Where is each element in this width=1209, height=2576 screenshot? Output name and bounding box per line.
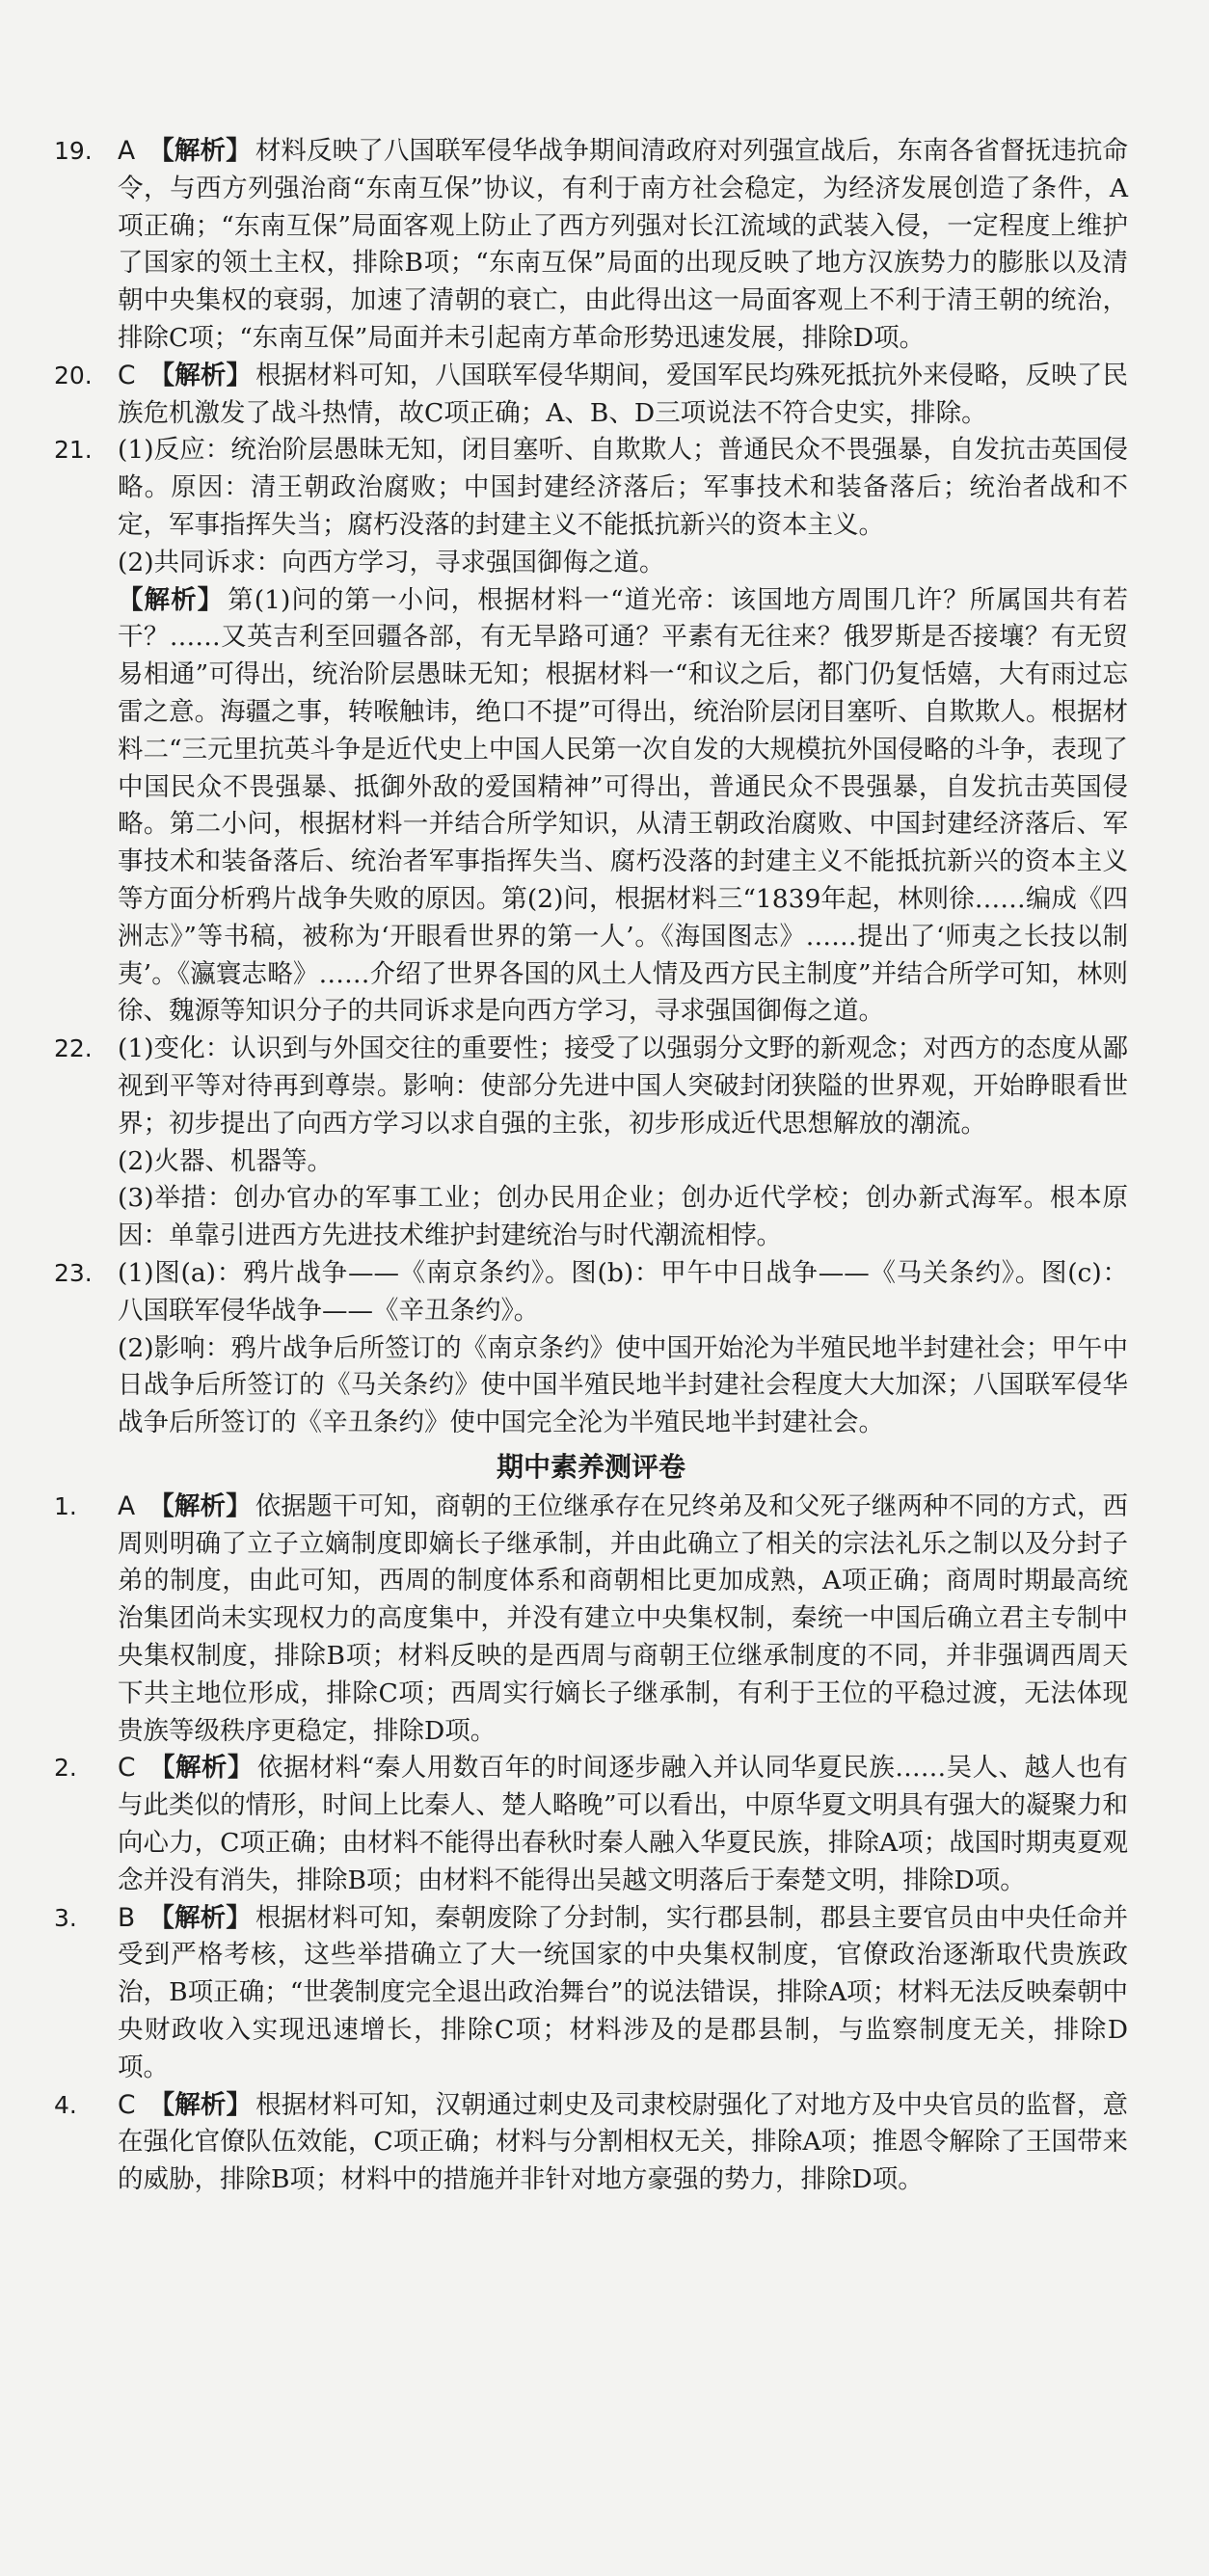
item-number: 4. xyxy=(54,2090,77,2119)
answer-item-23 xyxy=(54,1255,1128,1442)
analysis-tag: 【解析】 xyxy=(148,2089,253,2120)
answer-item-22 xyxy=(54,1031,1128,1255)
analysis-text: 依据材料“秦人用数百年的时间逐步融入并认同华夏民族……吴人、越人也有与此类似的情形，时间上比秦人、楚人略晚”可以看出，中原华夏文明具有强大的凝聚力和向心力，C项正确；由材料不能得出春秋时秦人融入华夏民族，排除A项；战国时期夷夏观念并没有消失，排除B项；由材料不能得出吴越文明落后于秦楚文明，排除D项。 xyxy=(118,1753,1128,1895)
analysis-text: 根据材料可知，八国联军侵华期间，爱国军民均殊死抵抗外来侵略，反映了民族危机激发了战斗热情，故C项正确；A、B、D三项说法不符合史实，排除。 xyxy=(118,360,1129,428)
answer-letter: A xyxy=(118,136,136,166)
answer-letter: A xyxy=(118,1490,136,1521)
answer-item-19 xyxy=(54,133,1128,358)
answer-part: (2)火器、机器等。 xyxy=(118,1145,334,1176)
analysis-text: 材料反映了八国联军侵华战争期间清政府对列强宣战后，东南各省督抚违抗命令，与西方列强治商“东南互保”协议，有利于南方社会稳定，为经济发展创造了条件，A项正确；“东南互保”局面客观上防止了西方列强对长江流域的武装入侵，一定程度上维护了国家的领土主权，排除B项；“东南互保”局面的出现反映了地方汉族势力的膨胀以及清朝中央集权的衰弱，加速了清朝的衰亡，由此得出这一局面客观上不利于清王朝的统治，排除C项；“东南互保”局面并未引起南方革命形势迅速发展，排除D项。 xyxy=(118,136,1129,353)
item-number: 23. xyxy=(54,1258,93,1287)
answer-letter: B xyxy=(118,1902,136,1933)
item-number: 21. xyxy=(54,436,93,465)
item-number: 20. xyxy=(54,361,93,389)
analysis-tag: 【解析】 xyxy=(148,360,253,390)
item-number: 22. xyxy=(54,1034,93,1063)
answer-item-4 xyxy=(54,2087,1128,2199)
item-paragraph xyxy=(118,1900,1128,2087)
answer-letter: C xyxy=(118,2089,136,2120)
answer-item-2 xyxy=(54,1750,1128,1899)
analysis-tag: 【解析】 xyxy=(118,584,225,615)
item-paragraph xyxy=(118,133,1128,358)
answer-part: (1)图(a)：鸦片战争——《南京条约》。图(b)：甲午中日战争——《马关条约》。图(c)：八国联军侵华战争——《辛丑条约》。 xyxy=(118,1257,1128,1326)
analysis-paragraph xyxy=(118,582,1128,1032)
item-paragraph xyxy=(118,358,1128,433)
answer-item-3 xyxy=(54,1900,1128,2087)
section-title: 期中素养测评卷 xyxy=(496,1450,685,1483)
answer-part: (1)变化：认识到与外国交往的重要性；接受了以强弱分文野的新观念；对西方的态度从鄙视到平等对待再到尊崇。影响：使部分先进中国人突破封闭狭隘的世界观，开始睁眼看世界；初步提出了向西方学习以求自强的主张，初步形成近代思想解放的潮流。 xyxy=(118,1033,1128,1139)
answer-part: (2)影响：鸦片战争后所签订的《南京条约》使中国开始沦为半殖民地半封建社会；甲午中日战争后所签订的《马关条约》使中国半殖民地半封建社会程度大大加深；八国联军侵华战争后所签订的《辛丑条约》使中国完全沦为半殖民地半封建社会。 xyxy=(118,1332,1128,1438)
answer-part: (1)反应：统治阶层愚昧无知，闭目塞听、自欺欺人；普通民众不畏强暴，自发抗击英国侵略。原因：清王朝政治腐败；中国封建经济落后；军事技术和装备落后；统治者战和不定，军事指挥失当；腐朽没落的封建主义不能抵抗新兴的资本主义。 xyxy=(118,435,1128,540)
analysis-text: 第(1)问的第一小问，根据材料一“道光帝：该国地方周围几许？所属国共有若干？……又英吉利至回疆各部，有无旱路可通？平素有无往来？俄罗斯是否接壤？有无贸易相通”可得出，统治阶层愚昧无知；根据材料一“和议之后，都门仍复恬嬉，大有雨过忘雷之意。海疆之事，转喉触讳，绝口不提”可得出，统治阶层闭目塞听、自欺欺人。根据材料二“三元里抗英斗争是近代史上中国人民第一次自发的大规模抗外国侵略的斗争，表现了中国民众不畏强暴、抵御外敌的爱国精神”可得出，普通民众不畏强暴，自发抗击英国侵略。第二小问，根据材料一并结合所学知识，从清王朝政治腐败、中国封建经济落后、军事技术和装备落后、统治者军事指挥失当、腐朽没落的封建主义不能抵抗新兴的资本主义等方面分析鸦片战争失败的原因。第(2)问，根据材料三“1839年起，林则徐……编成《四洲志》”等书稿，被称为‘开眼看世界的第一人’。《海国图志》……提出了‘师夷之长技以制夷’。《瀛寰志略》……介绍了世界各国的风土人情及西方民主制度”并结合所学可知，林则徐、魏源等知识分子的共同诉求是向西方学习，寻求强国御侮之道。 xyxy=(118,584,1129,1027)
analysis-text: 根据材料可知，秦朝废除了分封制，实行郡县制，郡县主要官员由中央任命并受到严格考核，这些举措确立了大一统国家的中央集权制度，官僚政治逐渐取代贵族政治，B项正确；“世袭制度完全退出政治舞台”的说法错误，排除A项；材料无法反映秦朝中央财政收入实现迅速增长，排除C项；材料涉及的是郡县制，与监察制度无关，排除D项。 xyxy=(118,1902,1129,2082)
item-number: 3. xyxy=(54,1903,77,1932)
analysis-text: 根据材料可知，汉朝通过刺史及司隶校尉强化了对地方及中央官员的监督，意在强化官僚队伍效能，C项正确；材料与分割相权无关，排除A项；推恩令解除了王国带来的威胁，排除B项；材料中的措施并非针对地方豪强的势力，排除D项。 xyxy=(118,2089,1129,2195)
item-paragraph xyxy=(118,2087,1128,2199)
answer-letter: C xyxy=(118,360,136,390)
item-number: 2. xyxy=(54,1754,77,1783)
answer-item-20 xyxy=(54,358,1128,433)
item-number: 1. xyxy=(54,1491,77,1520)
answer-part: (2)共同诉求：向西方学习，寻求强国御侮之道。 xyxy=(118,547,665,577)
analysis-tag: 【解析】 xyxy=(148,136,252,166)
answer-item-1 xyxy=(54,1489,1128,1751)
answer-letter: C xyxy=(118,1753,136,1784)
item-paragraph xyxy=(118,1750,1128,1899)
analysis-tag: 【解析】 xyxy=(148,1490,252,1521)
item-paragraph xyxy=(118,1489,1128,1751)
analysis-tag: 【解析】 xyxy=(148,1902,252,1933)
answer-item-21 xyxy=(54,432,1128,1031)
item-number: 19. xyxy=(54,137,93,165)
answer-part: (3)举措：创办官办的军事工业；创办民用企业；创办近代学校；创办新式海军。根本原因：单靠引进西方先进技术维护封建统治与时代潮流相悖。 xyxy=(118,1183,1128,1251)
analysis-tag: 【解析】 xyxy=(148,1753,254,1784)
analysis-text: 依据题干可知，商朝的王位继承存在兄终弟及和父死子继两种不同的方式，西周则明确了立子立嫡制度即嫡长子继承制，并由此确立了相关的宗法礼乐之制以及分封子弟的制度，由此可知，西周的制度体系和商朝相比更加成熟，A项正确；商周时期最高统治集团尚未实现权力的高度集中，并没有建立中央集权制，秦统一中国后确立君主专制中央集权制度，排除B项；材料反映的是西周与商朝王位继承制度的不同，并非强调西周天下共主地位形成，排除C项；西周实行嫡长子继承制，有利于王位的平稳过渡，无法体现贵族等级秩序更稳定，排除D项。 xyxy=(118,1490,1129,1746)
